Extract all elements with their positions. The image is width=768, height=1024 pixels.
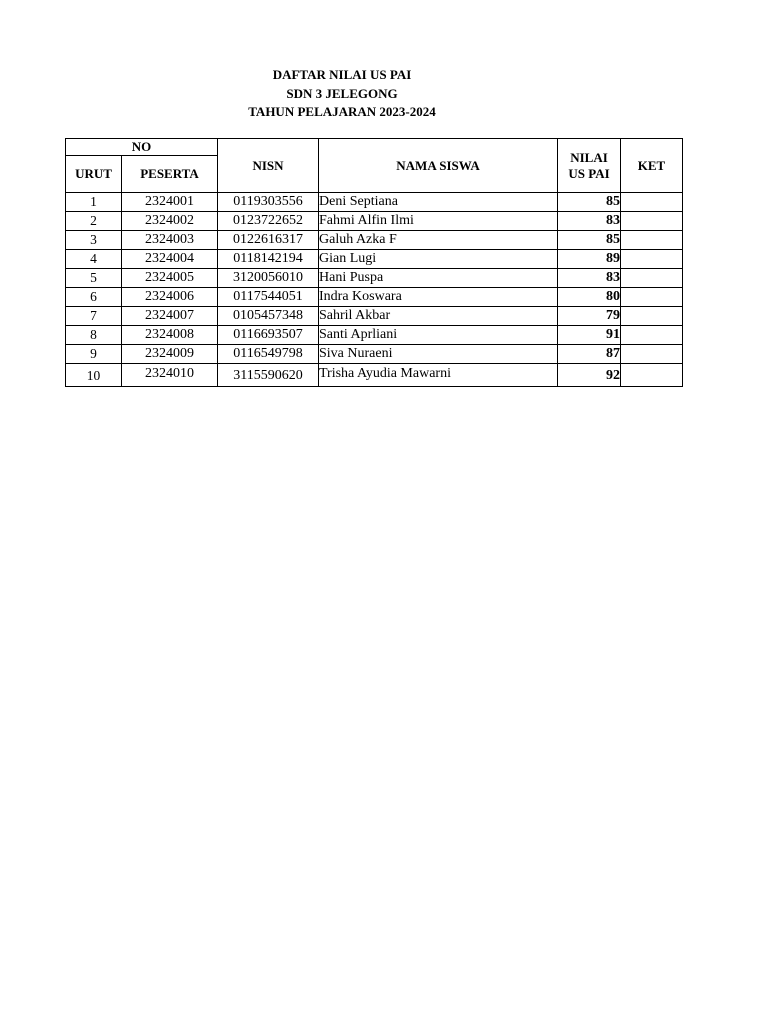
cell-urut: 4 [66, 250, 122, 269]
cell-nama: Trisha Ayudia Mawarni [319, 364, 558, 387]
cell-urut: 6 [66, 288, 122, 307]
cell-peserta: 2324001 [122, 193, 218, 212]
document-title [192, 66, 492, 122]
cell-peserta: 2324009 [122, 345, 218, 364]
cell-nilai: 79 [558, 307, 621, 326]
cell-urut: 7 [66, 307, 122, 326]
cell-ket [621, 326, 683, 345]
cell-nama: Hani Puspa [319, 269, 558, 288]
cell-urut: 3 [66, 231, 122, 250]
header-peserta: PESERTA [122, 156, 218, 193]
cell-ket [621, 231, 683, 250]
cell-urut: 2 [66, 212, 122, 231]
cell-ket [621, 364, 683, 387]
cell-urut: 5 [66, 269, 122, 288]
cell-ket [621, 288, 683, 307]
header-nilai-line-1: NILAI [570, 149, 608, 165]
cell-nama: Deni Septiana [319, 193, 558, 212]
cell-nisn: 0123722652 [218, 212, 319, 231]
cell-peserta: 2324008 [122, 326, 218, 345]
table-row [66, 364, 683, 387]
cell-nilai: 85 [558, 231, 621, 250]
cell-nilai: 83 [558, 212, 621, 231]
cell-nisn: 0116549798 [218, 345, 319, 364]
header-nilai-us-pai [558, 139, 621, 193]
cell-peserta: 2324005 [122, 269, 218, 288]
cell-nisn: 0117544051 [218, 288, 319, 307]
cell-nilai: 80 [558, 288, 621, 307]
cell-peserta: 2324006 [122, 288, 218, 307]
cell-ket [621, 212, 683, 231]
cell-nama: Fahmi Alfin Ilmi [319, 212, 558, 231]
cell-nilai: 83 [558, 269, 621, 288]
cell-peserta: 2324003 [122, 231, 218, 250]
cell-ket [621, 307, 683, 326]
cell-urut: 9 [66, 345, 122, 364]
cell-nisn: 3120056010 [218, 269, 319, 288]
table-row [66, 288, 683, 307]
cell-nisn: 0118142194 [218, 250, 319, 269]
cell-nisn: 0105457348 [218, 307, 319, 326]
cell-nisn: 0116693507 [218, 326, 319, 345]
cell-ket [621, 193, 683, 212]
cell-urut: 1 [66, 193, 122, 212]
title-line-2: SDN 3 JELEGONG [286, 85, 398, 101]
cell-nisn: 3115590620 [218, 364, 319, 387]
cell-nilai: 85 [558, 193, 621, 212]
cell-nilai: 89 [558, 250, 621, 269]
header-nisn: NISN [218, 139, 319, 193]
table-row [66, 193, 683, 212]
title-line-1: DAFTAR NILAI US PAI [272, 67, 412, 82]
cell-nilai: 87 [558, 345, 621, 364]
cell-nama: Gian Lugi [319, 250, 558, 269]
cell-peserta: 2324002 [122, 212, 218, 231]
cell-ket [621, 269, 683, 288]
table-row [66, 326, 683, 345]
cell-urut: 8 [66, 326, 122, 345]
cell-peserta: 2324007 [122, 307, 218, 326]
table-row [66, 231, 683, 250]
cell-urut: 10 [66, 364, 122, 387]
cell-nama: Santi Aprliani [319, 326, 558, 345]
table-row [66, 269, 683, 288]
cell-peserta: 2324010 [122, 364, 218, 387]
table-row [66, 345, 683, 364]
cell-ket [621, 250, 683, 269]
table-row [66, 250, 683, 269]
cell-ket [621, 345, 683, 364]
table-row [66, 212, 683, 231]
header-ket: KET [621, 139, 683, 193]
title-line-3: TAHUN PELAJARAN 2023-2024 [248, 104, 436, 119]
cell-nama: Galuh Azka F [319, 231, 558, 250]
cell-nama: Siva Nuraeni [319, 345, 558, 364]
header-urut: URUT [66, 156, 122, 193]
table-row [66, 307, 683, 326]
cell-nama: Indra Koswara [319, 288, 558, 307]
cell-nilai: 91 [558, 326, 621, 345]
cell-nisn: 0122616317 [218, 231, 319, 250]
cell-nisn: 0119303556 [218, 193, 319, 212]
header-nilai-line-2: US PAI [568, 165, 610, 181]
cell-nama: Sahril Akbar [319, 307, 558, 326]
cell-nilai: 92 [558, 364, 621, 387]
header-no: NO [66, 139, 218, 156]
grades-table [65, 138, 683, 387]
cell-peserta: 2324004 [122, 250, 218, 269]
header-nama-siswa: NAMA SISWA [319, 139, 558, 193]
